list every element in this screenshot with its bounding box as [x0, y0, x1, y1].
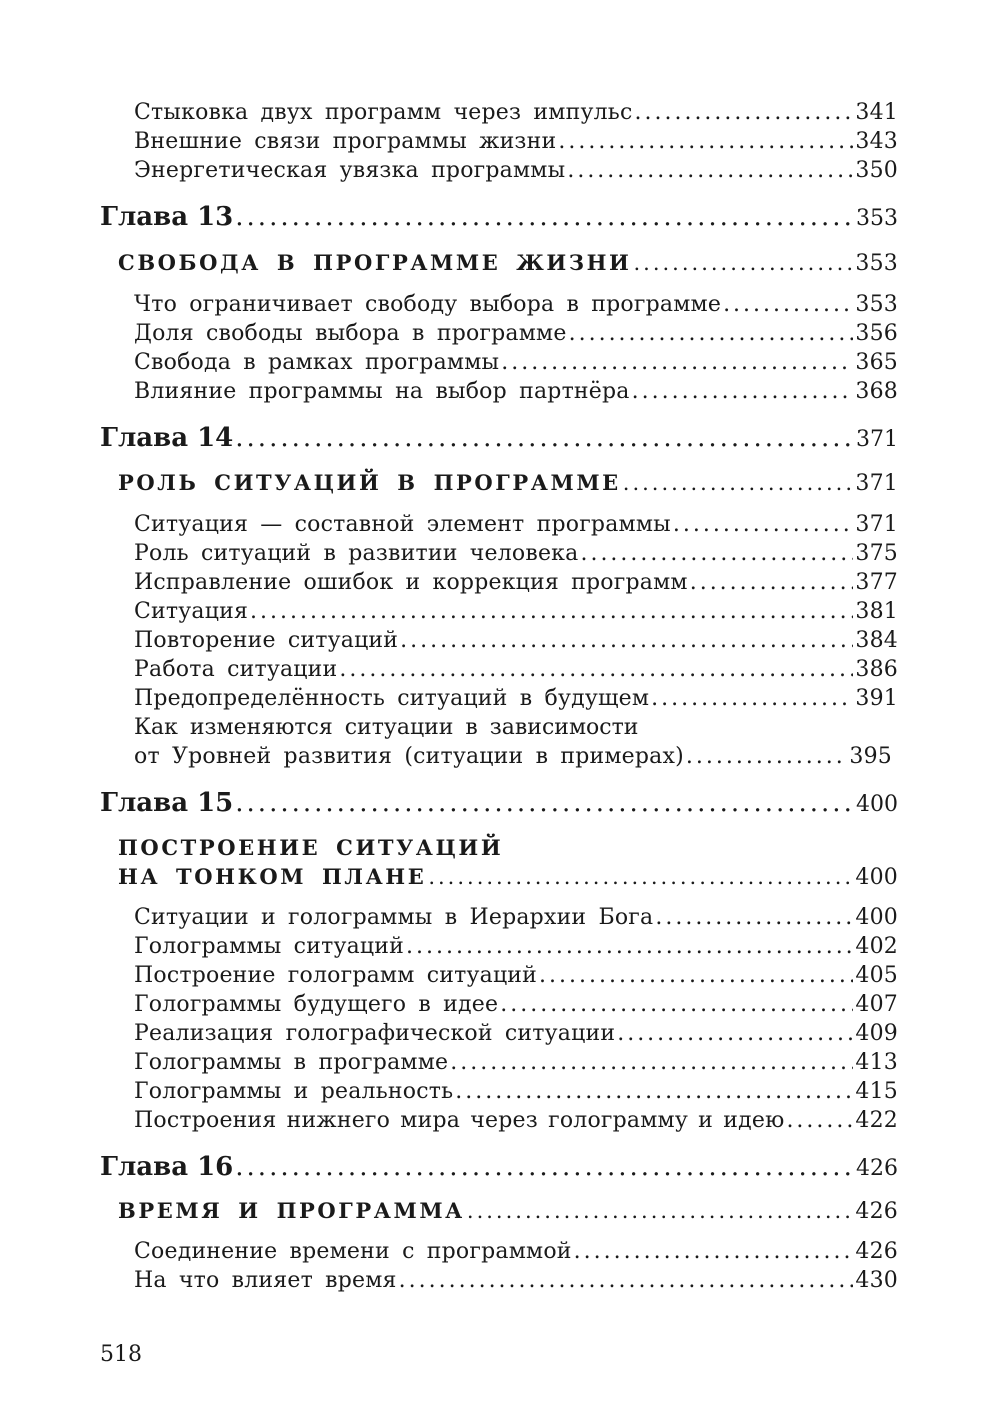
dot-leader: [723, 292, 853, 317]
entry-title: от Уровней развития (ситуации в примерах): [134, 744, 684, 769]
entry-title: Голограммы ситуаций: [134, 934, 404, 959]
entry-page: 384: [855, 628, 898, 653]
toc-entry: [134, 1108, 898, 1133]
dot-leader: [235, 788, 854, 818]
entry-page: 353: [856, 206, 898, 231]
entry-page: 365: [855, 350, 898, 375]
dot-leader: [455, 1079, 853, 1104]
dot-leader: [686, 744, 848, 769]
chapter-heading: [100, 788, 898, 818]
chapter-title: Глава 13: [100, 202, 234, 232]
entry-title: На что влияет время: [134, 1268, 397, 1293]
dot-leader: [580, 541, 853, 566]
dot-leader: [250, 599, 853, 624]
dot-leader: [673, 512, 854, 537]
dot-leader: [651, 686, 853, 711]
dot-leader: [617, 1021, 853, 1046]
dot-leader: [467, 1199, 854, 1223]
toc-entry: [134, 963, 898, 988]
dot-leader: [558, 129, 853, 154]
toc-entry: [134, 599, 898, 624]
entry-page: 368: [855, 379, 898, 404]
entry-page: 407: [855, 992, 898, 1017]
toc-entry: [134, 686, 898, 711]
entry-page: 415: [855, 1079, 898, 1104]
dot-leader: [633, 251, 853, 275]
toc-entry: [134, 512, 898, 537]
dot-leader: [400, 628, 853, 653]
entry-title: Внешние связи программы жизни: [134, 129, 557, 154]
entry-title: Энергетическая увязка программы: [134, 158, 566, 183]
entry-page: 341: [855, 100, 898, 125]
section-heading: [118, 470, 898, 496]
toc-entry: [134, 992, 898, 1017]
entry-page: 405: [855, 963, 898, 988]
entry-page: 426: [855, 1239, 898, 1264]
entry-page: 395: [849, 744, 892, 769]
entry-page: 400: [856, 792, 898, 817]
dot-leader: [428, 865, 853, 889]
entry-page: 386: [855, 657, 898, 682]
dot-leader: [569, 321, 854, 346]
entry-title-line1: Как изменяются ситуации в зависимости: [134, 715, 639, 740]
dot-leader: [339, 657, 853, 682]
entry-page: 400: [855, 865, 898, 890]
dot-leader: [399, 1268, 854, 1293]
entry-title: Исправление ошибок и коррекция программ: [134, 570, 688, 595]
toc-entry: [134, 541, 898, 566]
page-number: 518: [100, 1342, 142, 1367]
entry-title: Построения нижнего мира через голограмму и идею: [134, 1108, 785, 1133]
entry-title: Свобода в рамках программы: [134, 350, 500, 375]
chapter-title: Глава 15: [100, 788, 234, 818]
entry-title: Влияние программы на выбор партнёра: [134, 379, 630, 404]
toc-entry: [134, 1079, 898, 1104]
entry-page: 350: [855, 158, 898, 183]
toc-entry: [134, 657, 898, 682]
dot-leader: [690, 570, 854, 595]
dot-leader: [786, 1108, 853, 1133]
entry-title: Предопределённость ситуаций в будущем: [134, 686, 650, 711]
toc-entry: [134, 744, 892, 769]
entry-title: Голограммы в программе: [134, 1050, 449, 1075]
entry-page: 426: [856, 1156, 898, 1181]
chapter-heading: [100, 1152, 898, 1182]
dot-leader: [500, 992, 853, 1017]
toc-entry: [134, 1021, 898, 1046]
entry-page: 377: [855, 570, 898, 595]
entry-title: Ситуация: [134, 599, 249, 624]
entry-page: 356: [855, 321, 898, 346]
section-heading: [118, 1198, 898, 1224]
toc-entry: [134, 1268, 898, 1293]
dot-leader: [539, 963, 853, 988]
section-title: СВОБОДА В ПРОГРАММЕ ЖИЗНИ: [118, 250, 632, 275]
entry-page: 371: [855, 471, 898, 496]
entry-title: Стыковка двух программ через импульс: [134, 100, 633, 125]
entry-title: Доля свободы выбора в программе: [134, 321, 567, 346]
entry-title: Работа ситуации: [134, 657, 338, 682]
dot-leader: [655, 905, 853, 930]
toc-entry: [134, 905, 898, 930]
entry-page: 426: [855, 1199, 898, 1224]
section-heading: [118, 250, 898, 276]
entry-page: 371: [856, 427, 898, 452]
toc-entry: [134, 379, 898, 404]
chapter-title: Глава 14: [100, 423, 234, 453]
entry-title: Повторение ситуаций: [134, 628, 399, 653]
entry-page: 371: [855, 512, 898, 537]
toc-entry: [134, 158, 898, 183]
toc-entry: [134, 350, 898, 375]
entry-page: 381: [855, 599, 898, 624]
dot-leader: [632, 379, 854, 404]
toc-entry: [134, 628, 898, 653]
chapter-heading: [100, 202, 898, 232]
entry-page: 375: [855, 541, 898, 566]
entry-title: Построение голограмм ситуаций: [134, 963, 538, 988]
dot-leader: [235, 202, 854, 232]
toc-entry: [134, 1050, 898, 1075]
entry-title: Соединение времени с программой: [134, 1239, 572, 1264]
chapter-title: Глава 16: [100, 1152, 234, 1182]
toc-entry: [134, 129, 898, 154]
entry-page: 402: [855, 934, 898, 959]
toc-entry: [134, 321, 898, 346]
entry-page: 413: [855, 1050, 898, 1075]
toc-entry: [134, 570, 898, 595]
dot-leader: [235, 1152, 854, 1182]
dot-leader: [501, 350, 853, 375]
entry-title: Что ограничивает свободу выбора в программе: [134, 292, 722, 317]
entry-title: Реализация голографической ситуации: [134, 1021, 616, 1046]
toc-entry: [134, 100, 898, 125]
entry-page: 422: [855, 1108, 898, 1133]
dot-leader: [574, 1239, 854, 1264]
entry-page: 391: [855, 686, 898, 711]
entry-page: 409: [855, 1021, 898, 1046]
entry-page: 343: [855, 129, 898, 154]
dot-leader: [235, 423, 854, 453]
dot-leader: [450, 1050, 853, 1075]
toc-entry: [134, 1239, 898, 1264]
section-title-line1: ПОСТРОЕНИЕ СИТУАЦИЙ: [118, 835, 504, 860]
section-title: НА ТОНКОМ ПЛАНЕ: [118, 864, 427, 889]
entry-page: 353: [855, 251, 898, 276]
toc-entry: [134, 292, 898, 317]
entry-title: Ситуация — составной элемент программы: [134, 512, 671, 537]
entry-title: Голограммы будущего в идее: [134, 992, 499, 1017]
dot-leader: [634, 100, 853, 125]
entry-page: 353: [855, 292, 898, 317]
section-title: ВРЕМЯ И ПРОГРАММА: [118, 1198, 465, 1223]
entry-title: Роль ситуаций в развитии человека: [134, 541, 579, 566]
entry-title: Голограммы и реальность: [134, 1079, 454, 1104]
entry-page: 400: [855, 905, 898, 930]
entry-title: Ситуации и голограммы в Иерархии Бога: [134, 905, 654, 930]
entry-page: 430: [855, 1268, 898, 1293]
dot-leader: [406, 934, 853, 959]
section-title: РОЛЬ СИТУАЦИЙ В ПРОГРАММЕ: [118, 470, 621, 495]
dot-leader: [623, 471, 854, 495]
section-heading: [118, 864, 898, 890]
chapter-heading: [100, 423, 898, 453]
dot-leader: [567, 158, 853, 183]
toc-entry: [134, 934, 898, 959]
